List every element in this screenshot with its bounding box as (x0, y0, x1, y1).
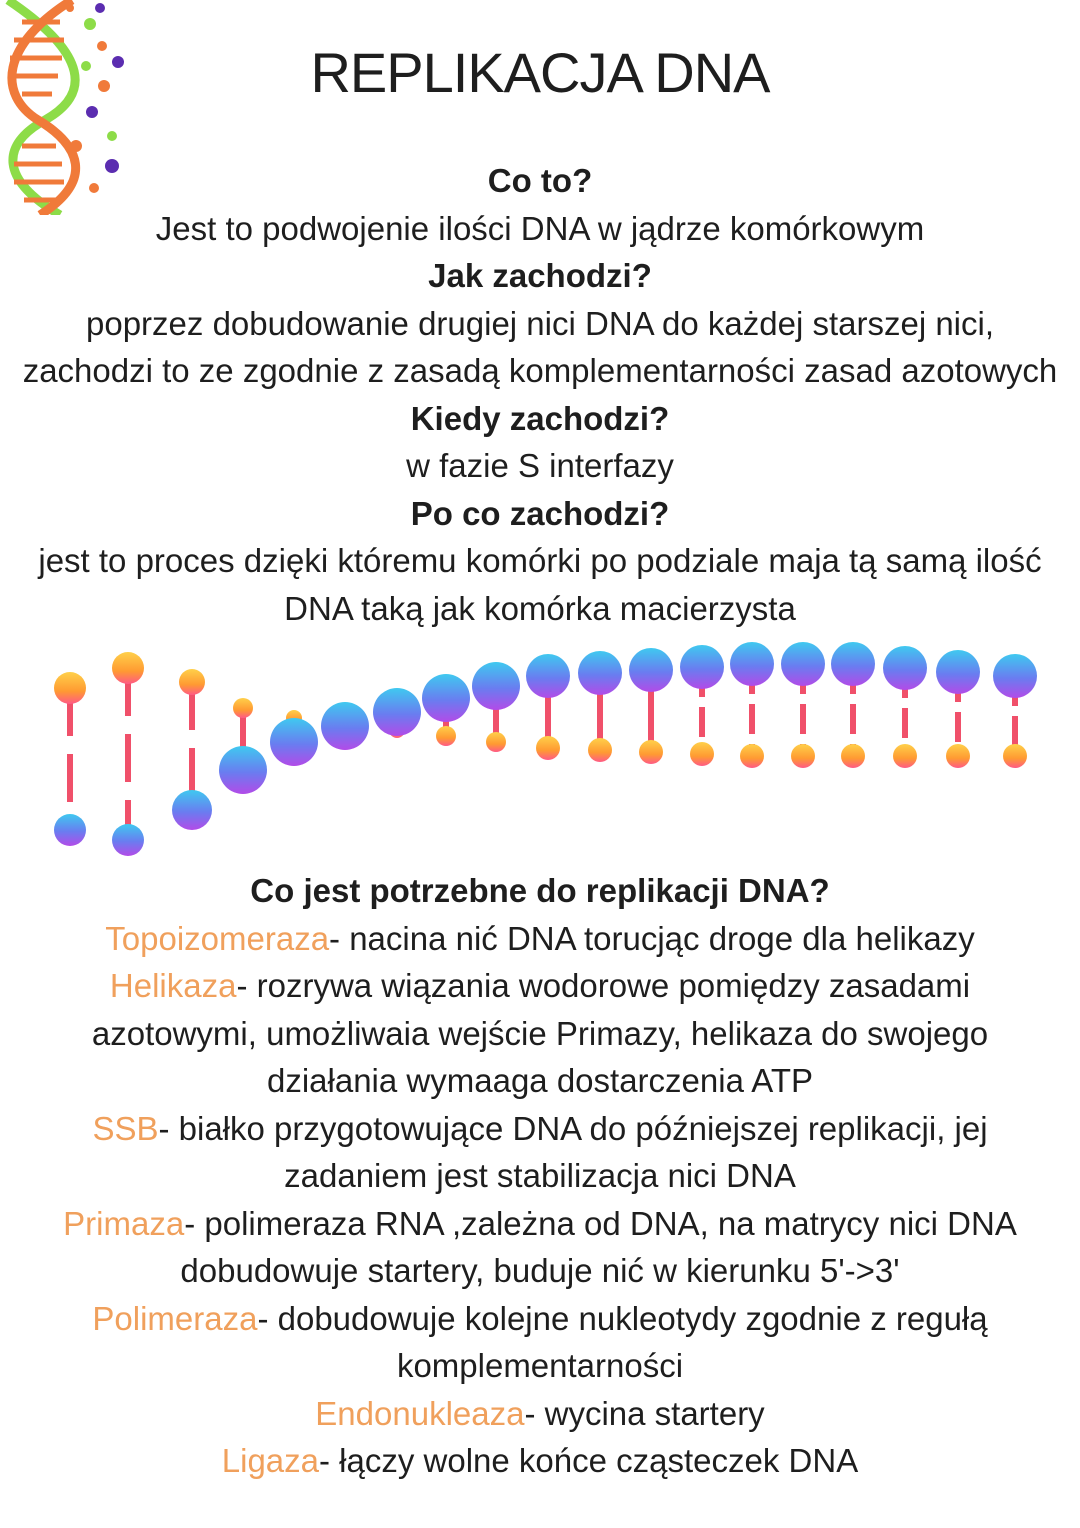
enzyme-description: komplementarności (396, 1347, 684, 1384)
enzyme-line (0, 1247, 1080, 1295)
enzyme-description: - łączy wolne końce cząsteczek DNA (319, 1442, 859, 1479)
enzymes-section (0, 867, 1080, 1485)
enzyme-line (0, 1342, 1080, 1390)
enzyme-term: SSB (92, 1109, 159, 1147)
enzyme-term: Polimeraza (92, 1299, 258, 1337)
question-heading: Jak zachodzi? (428, 257, 652, 294)
question-heading: Co to? (487, 162, 593, 199)
enzyme-description: dobudowuje startery, buduje nić w kierunku 5'->3' (180, 1252, 900, 1289)
enzyme-line (0, 1390, 1080, 1438)
enzyme-term: Helikaza (109, 967, 237, 1004)
answer-text: Jest to podwojenie ilości DNA w jądrze komórkowym (155, 209, 925, 247)
enzyme-line (0, 1200, 1080, 1248)
answer-text: jest to proces dzięki któremu komórki po podziale maja tą samą ilość (38, 542, 1042, 579)
question-heading: Kiedy zachodzi? (410, 399, 670, 437)
enzyme-term: Topoizomeraza (105, 919, 330, 957)
enzyme-line (0, 1152, 1080, 1200)
enzymes-heading: Co jest potrzebne do replikacji DNA? (250, 872, 830, 909)
enzyme-line (0, 915, 1080, 963)
enzyme-line (0, 1105, 1080, 1153)
enzyme-line (0, 1437, 1080, 1485)
question-heading: Po co zachodzi? (410, 494, 670, 532)
answer-text: w fazie S interfazy (406, 447, 674, 484)
enzyme-line (0, 1057, 1080, 1105)
enzyme-term: Primaza (63, 1204, 185, 1242)
enzyme-description: - polimeraza RNA ,zależna od DNA, na matrycy nici DNA (184, 1204, 1017, 1242)
enzyme-description: - rozrywa wiązania wodorowe pomiędzy zasadami (236, 967, 971, 1004)
enzyme-description: azotowymi, umożliwaia wejście Primazy, helikaza do swojego (91, 1014, 989, 1052)
enzyme-term: Endonukleaza (315, 1394, 525, 1432)
enzyme-description: działania wymaaga dostarczenia ATP (266, 1062, 813, 1099)
enzyme-description: - białko przygotowujące DNA do późniejszej replikacji, jej (158, 1109, 988, 1147)
answer-text: DNA taką jak komórka macierzysta (284, 589, 796, 627)
enzyme-description: zadaniem jest stabilizacja nici DNA (284, 1157, 796, 1194)
intro-section (0, 157, 1080, 632)
enzyme-line (0, 1010, 1080, 1058)
enzyme-term: Ligaza (221, 1442, 320, 1479)
answer-text: poprzez dobudowanie drugiej nici DNA do każdej starszej nici, (86, 304, 994, 342)
enzyme-description: - dobudowuje kolejne nukleotydy zgodnie z regułą (257, 1299, 988, 1337)
enzyme-line (0, 1295, 1080, 1343)
enzyme-line (0, 962, 1080, 1010)
enzyme-description: - wycina startery (524, 1394, 765, 1432)
page-title: REPLIKACJA DNA (310, 41, 770, 104)
enzyme-description: - nacina nić DNA torucjąc droge dla helikazy (329, 919, 975, 957)
dna-replication-strand-icon (0, 630, 1080, 870)
answer-text: zachodzi to ze zgodnie z zasadą komplementarności zasad azotowych (22, 352, 1058, 389)
